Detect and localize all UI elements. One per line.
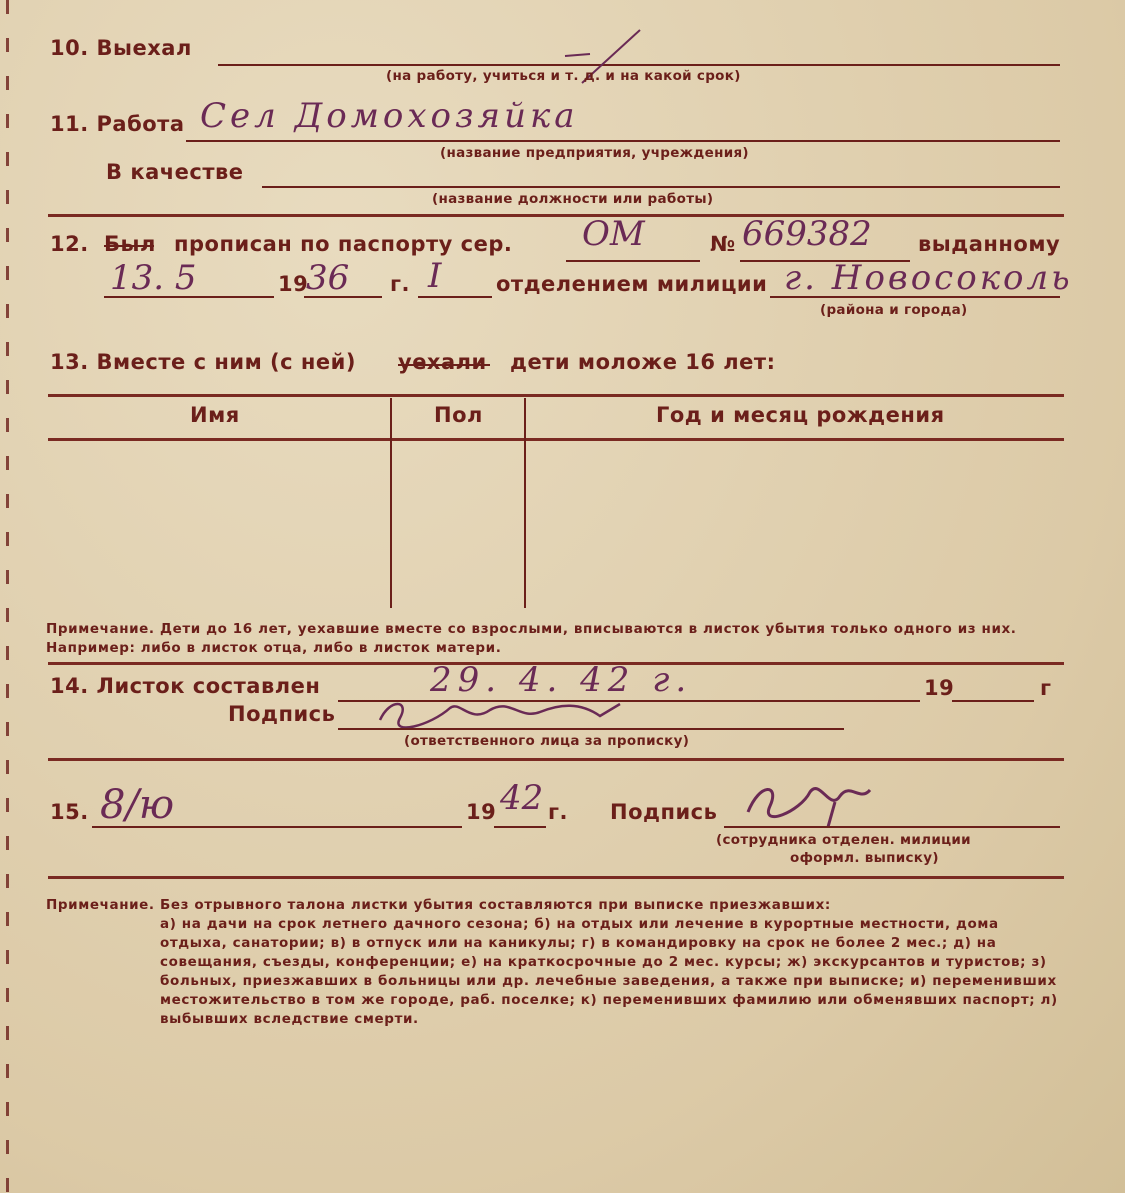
field-15-year-line <box>494 826 546 828</box>
field-15-sign-line <box>724 826 1060 828</box>
field-12-issued: выданному <box>918 232 1061 256</box>
field-12-dept-number: I <box>428 256 442 296</box>
divider-rule <box>48 876 1064 879</box>
divider-rule <box>48 758 1064 761</box>
field-15-label: 15. <box>50 800 89 824</box>
field-12-number-mark: № <box>710 232 736 256</box>
field-12-dept-text: отделением милиции <box>496 272 768 296</box>
field-11-caption-1: (название предприятия, учреждения) <box>440 145 749 161</box>
field-12-passport-number: 669382 <box>742 214 872 254</box>
field-12-struck-word: Был <box>104 232 156 256</box>
field-14-year-prefix: 19 <box>924 676 955 700</box>
field-11-sub-line <box>262 186 1060 188</box>
field-12-date-line <box>104 296 274 298</box>
field-15-line <box>92 826 462 828</box>
divider-rule <box>48 214 1064 217</box>
field-12-series-value: ОМ <box>582 214 645 254</box>
field-12-series-line <box>566 260 700 262</box>
field-14-label: 14. Листок составлен <box>50 674 321 698</box>
field-11-caption-2: (название должности или работы) <box>432 191 714 207</box>
field-14-year-g: г <box>1040 676 1052 700</box>
field-14-sign-label: Подпись <box>228 702 336 726</box>
field-13-struck-word: уехали <box>398 350 487 374</box>
table-column-divider <box>524 398 526 608</box>
field-12-number: 12. <box>50 232 89 256</box>
field-11-sub-label: В качестве <box>106 160 244 184</box>
field-15-year-prefix: 19 <box>466 800 497 824</box>
field-15-year-g: г. <box>548 800 568 824</box>
field-12-year-value: 36 <box>306 258 350 298</box>
field-12-text: прописан по паспорту сер. <box>174 232 513 256</box>
field-14-caption: (ответственного лица за прописку) <box>404 733 690 749</box>
field-12-city-line <box>770 296 1060 298</box>
field-11-label: 11. Работа <box>50 112 185 136</box>
field-15-sign-label: Подпись <box>610 800 718 824</box>
table-column-divider <box>390 398 392 608</box>
footnote-body: а) на дачи на срок летнего дачного сезона; б) на отдых или лечение в курортные местности, дома отдыха, санатории; в) в отпуск или на каникулы; г) в командировку на срок не более 2 мес.; д) на совещания, съезды, конференции; е) на краткосрочные до 2 мес. курсы; ж) экскурсантов и туристов; з) больных, приезжавших в больницы или др. лечебные заведения, а также при выписке; и) переменивших местожительство в том же городе, раб. поселке; к) переменивших фамилию или обменявших паспорт; л) выбывших вследствие смерти. <box>160 916 1058 1027</box>
field-12-year-line <box>304 296 382 298</box>
field-11-handwritten-value: Сел Домохозяйка <box>200 96 579 136</box>
table-top-rule <box>48 394 1064 397</box>
field-12-city-value: г. Новосоколь <box>784 258 1073 298</box>
field-10-caption: (на работу, учиться и т. д. и на какой срок) <box>386 68 741 84</box>
table-header-sex: Пол <box>434 403 483 427</box>
table-header-rule <box>48 438 1064 441</box>
strike-line <box>104 245 154 247</box>
field-15-caption-2: оформл. выписку) <box>790 850 939 866</box>
perforation-edge <box>6 0 9 1193</box>
field-14-sign-line <box>338 728 844 730</box>
field-11-line <box>186 140 1060 142</box>
footnote-lead: Примечание. Без отрывного талона листки убытия составляются при выписке приезжавших: <box>46 897 831 913</box>
table-header-birth: Год и месяц рождения <box>656 403 945 427</box>
field-13-rest: дети моложе 16 лет: <box>510 350 776 374</box>
field-15-caption-1: (сотрудника отделен. милиции <box>716 832 971 848</box>
field-15-signature <box>740 772 890 832</box>
field-13-note: Примечание. Дети до 16 лет, уехавшие вместе со взрослыми, вписываются в листок убытия только одного из них. Например: либо в листок отца, либо в листок матери. <box>46 621 1017 656</box>
field-12-caption: (района и города) <box>820 302 968 318</box>
field-13-number-text: 13. Вместе с ним (с ней) <box>50 350 356 374</box>
field-12-year-g: г. <box>390 272 410 296</box>
field-14-date-value: 29. 4. 42 г. <box>430 660 693 700</box>
field-12-date-value: 13. 5 <box>110 258 197 298</box>
table-header-name: Имя <box>190 403 240 427</box>
field-12-year-prefix: 19 <box>278 272 309 296</box>
field-14-year-line <box>952 700 1034 702</box>
field-15-handwritten-value: 8/ю <box>100 782 175 828</box>
field-12-dept-line <box>418 296 492 298</box>
field-10-label: 10. Выехал <box>50 36 192 60</box>
field-15-year-value: 42 <box>500 778 544 818</box>
strike-line <box>398 364 490 366</box>
